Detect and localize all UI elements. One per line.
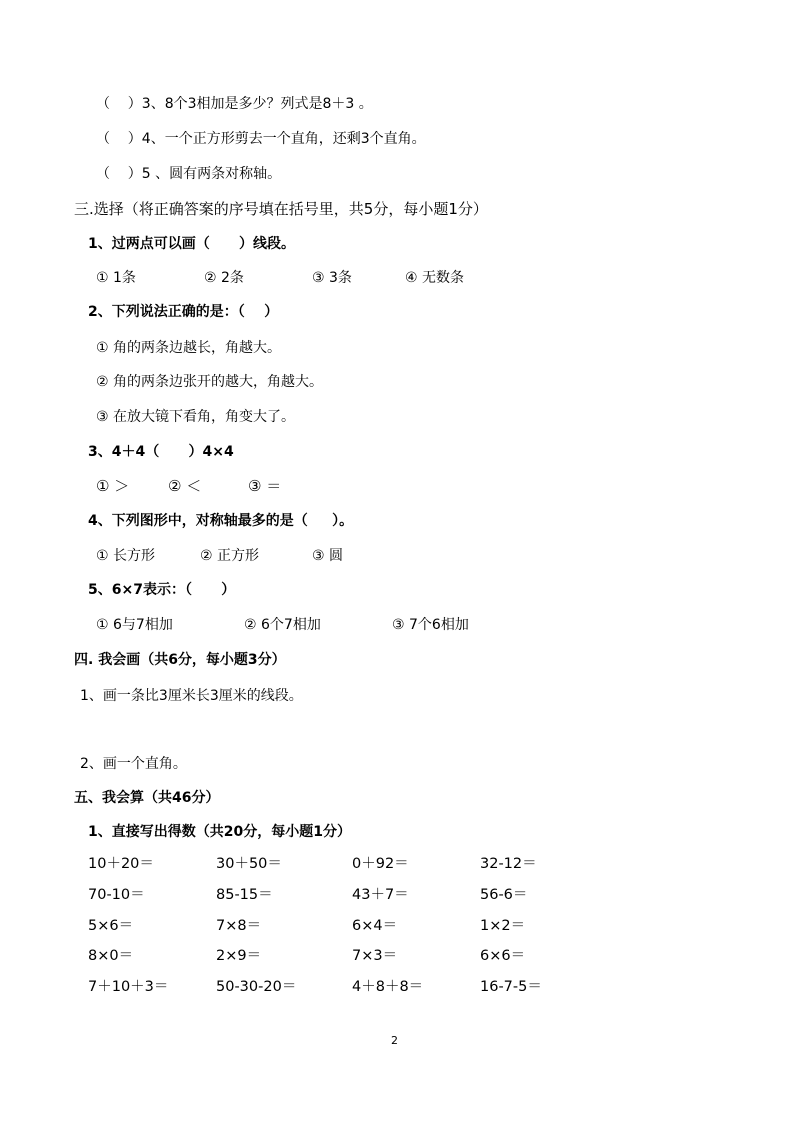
draw-q1: 1、画一条比3厘米长3厘米的线段。 (80, 688, 303, 704)
calc-cell: 16-7-5＝ (480, 979, 542, 995)
page-number: 2 (391, 1034, 398, 1047)
calc-subtitle: 1、直接写出得数（共20分，每小题1分） (88, 824, 351, 840)
calc-cell: 10＋20＝ (88, 856, 154, 872)
choice-q5-opt2: ② 6个7相加 (244, 617, 321, 633)
choice-q3-opt1: ① ＞ (96, 477, 130, 495)
calc-cell: 6×6＝ (480, 948, 526, 964)
choice-q3: 3、4＋4（ ）4×4 (88, 444, 234, 460)
calc-cell: 32-12＝ (480, 856, 537, 872)
calc-row-5 (88, 976, 588, 998)
calc-cell: 85-15＝ (216, 887, 273, 903)
choice-q3-opt2: ② ＜ (168, 477, 202, 495)
choice-q1-opt1: ① 1条 (96, 270, 136, 286)
choice-q1-opt3: ③ 3条 (312, 270, 352, 286)
calc-cell: 7＋10＋3＝ (88, 979, 169, 995)
calc-cell: 6×4＝ (352, 918, 398, 934)
choice-q4: 4、下列图形中，对称轴最多的是（ ）。 (88, 513, 354, 529)
section-4-title: 四. 我会画（共6分，每小题3分） (74, 652, 286, 668)
judge-item-3: （ ）3、8个3相加是多少？列式是8＋3 。 (96, 96, 373, 112)
choice-q2-opt3: ③ 在放大镜下看角，角变大了。 (96, 409, 296, 425)
choice-q1-opt2: ② 2条 (204, 270, 244, 286)
choice-q5-opt3: ③ 7个6相加 (392, 617, 469, 633)
calc-cell: 30＋50＝ (216, 856, 282, 872)
section-5-title: 五、我会算（共46分） (74, 790, 220, 806)
choice-q4-opt3: ③ 圆 (312, 548, 344, 564)
calc-cell: 7×3＝ (352, 948, 398, 964)
calc-cell: 2×9＝ (216, 948, 262, 964)
choice-q4-opt1: ① 长方形 (96, 548, 156, 564)
calc-cell: 8×0＝ (88, 948, 134, 964)
judge-item-4: （ ）4、一个正方形剪去一个直角，还剩3个直角。 (96, 131, 426, 147)
calc-cell: 7×8＝ (216, 918, 262, 934)
choice-q4-opt2: ② 正方形 (200, 548, 260, 564)
calc-cell: 43＋7＝ (352, 887, 409, 903)
choice-q2-opt2: ② 角的两条边张开的越大，角越大。 (96, 374, 324, 390)
calc-cell: 1×2＝ (480, 918, 526, 934)
calc-cell: 70-10＝ (88, 887, 145, 903)
calc-cell: 4＋8＋8＝ (352, 979, 424, 995)
choice-q3-opt3: ③ ＝ (248, 477, 282, 495)
calc-cell: 5×6＝ (88, 918, 134, 934)
choice-q5-opt1: ① 6与7相加 (96, 617, 173, 633)
calc-cell: 0＋92＝ (352, 856, 409, 872)
choice-q2: 2、下列说法正确的是：（ ） (88, 304, 279, 320)
calc-row-3 (88, 915, 588, 937)
choice-q1: 1、过两点可以画（ ）线段。 (88, 236, 295, 252)
calc-row-1 (88, 853, 588, 875)
calc-cell: 56-6＝ (480, 887, 528, 903)
choice-q5: 5、6×7表示：（ ） (88, 582, 236, 598)
section-3-title: 三.选择（将正确答案的序号填在括号里，共5分，每小题1分） (74, 200, 488, 218)
choice-q1-opt4: ④ 无数条 (405, 270, 465, 286)
draw-q2: 2、画一个直角。 (80, 756, 187, 772)
choice-q2-opt1: ① 角的两条边越长，角越大。 (96, 340, 282, 356)
calc-cell: 50-30-20＝ (216, 979, 297, 995)
calc-row-2 (88, 884, 588, 906)
calc-row-4 (88, 945, 588, 967)
judge-item-5: （ ）5 、圆有两条对称轴。 (96, 166, 282, 182)
